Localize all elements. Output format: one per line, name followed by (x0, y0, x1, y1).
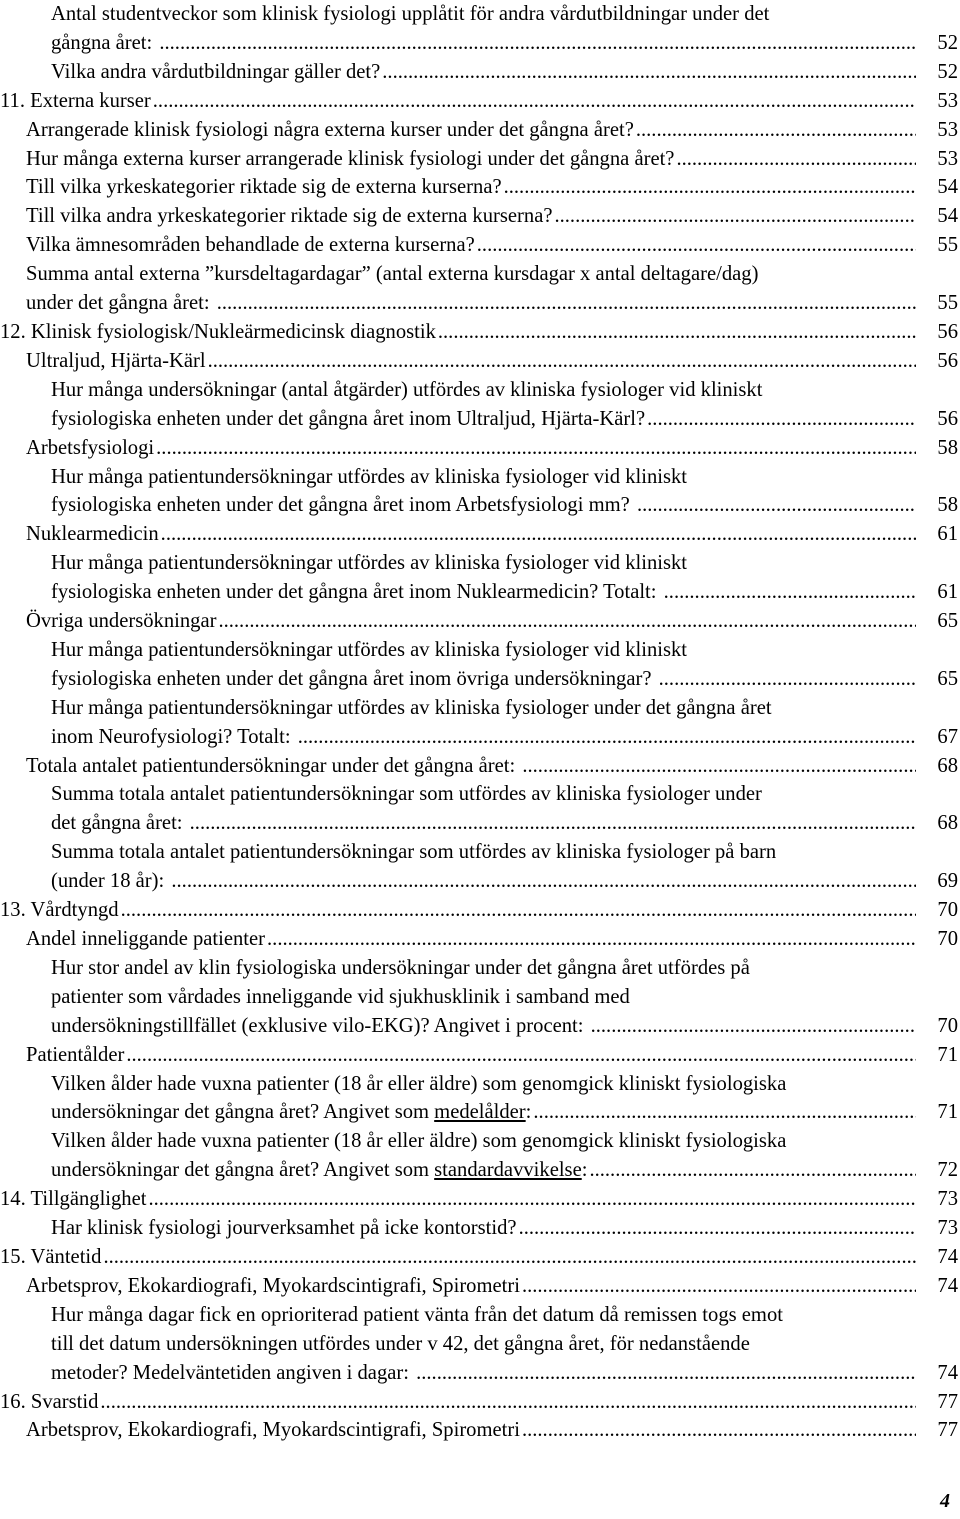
toc-entry-text: undersökningar det gångna året? Angivet som standardavvikelse: (51, 1159, 588, 1182)
toc-page-number: 56 (937, 320, 958, 343)
toc-entry-last-line (26, 1041, 958, 1070)
toc-entry[interactable] (0, 1127, 960, 1185)
toc-dot-leader (636, 116, 916, 145)
toc-entry-last-line (0, 1243, 958, 1272)
toc-entry-text: fysiologiska enheten under det gångna året inom Ultraljud, Hjärta-Kärl? (51, 407, 646, 430)
toc-dot-leader (676, 145, 916, 174)
toc-dot-leader (121, 896, 916, 925)
toc-page-number: 70 (937, 1014, 958, 1037)
toc-page-number: 53 (937, 89, 958, 112)
toc-entry-last-line (0, 896, 958, 925)
toc-entry-line: Hur många dagar fick en oprioriterad patient vänta från det datum då remissen togs emot (51, 1303, 783, 1326)
toc-entry-text: undersökningar det gångna året? Angivet som medelålder: (51, 1101, 532, 1124)
toc-entry-text: fysiologiska enheten under det gångna året inom Nuklearmedicin? Totalt: (51, 581, 662, 604)
toc-entry-line: Vilken ålder hade vuxna patienter (18 år eller äldre) som genomgick kliniskt fysiologiska (51, 1072, 787, 1095)
toc-entry-text: (under 18 år): (51, 870, 170, 893)
toc-entry-line: Summa totala antalet patientundersökningar som utfördes av kliniska fysiologer under (51, 783, 762, 806)
toc-entry[interactable] (0, 231, 960, 260)
toc-entry-text: 14. Tillgänglighet (0, 1188, 147, 1211)
toc-page-number: 61 (937, 523, 958, 546)
toc-entry-line: Hur många patientundersökningar utfördes av kliniska fysiologer vid kliniskt (51, 638, 687, 661)
toc-entry-last-line (51, 665, 958, 694)
toc-dot-leader (103, 1243, 916, 1272)
toc-entry-text: Vilka andra vårdutbildningar gäller det? (51, 60, 381, 83)
toc-entry-line: Vilken ålder hade vuxna patienter (18 år eller äldre) som genomgick kliniskt fysiologiska (51, 1130, 787, 1153)
toc-entry[interactable] (0, 434, 960, 463)
toc-entry-last-line (26, 752, 958, 781)
toc-entry-last-line (26, 434, 958, 463)
toc-entry-line: patienter som vårdades inneliggande vid sjukhusklinik i samband med (51, 985, 630, 1008)
toc-page-number: 73 (937, 1188, 958, 1211)
toc-entry-text: Arbetsfysiologi (26, 436, 155, 459)
toc-entry[interactable] (0, 145, 960, 174)
toc-entry-text: 12. Klinisk fysiologisk/Nukleärmedicinsk diagnostik (0, 320, 436, 343)
toc-entry-text: Nuklearmedicin (26, 523, 159, 546)
toc-entry-text: Ultraljud, Hjärta-Kärl (26, 349, 206, 372)
toc-dot-leader (504, 173, 916, 202)
toc-entry-text: 13. Vårdtyngd (0, 899, 119, 922)
toc-dot-leader (637, 491, 916, 520)
toc-dot-leader (591, 1012, 916, 1041)
toc-dot-leader (554, 202, 916, 231)
toc-entry[interactable] (0, 1272, 960, 1301)
toc-page-number: 68 (937, 754, 958, 777)
toc-page-number: 71 (937, 1043, 958, 1066)
toc-entry-text: Arbetsprov, Ekokardiografi, Myokardscintigrafi, Spirometri (26, 1274, 520, 1297)
toc-entry-line: Hur många patientundersökningar utfördes av kliniska fysiologer vid kliniskt (51, 552, 687, 575)
toc-entry-last-line (51, 58, 958, 87)
toc-dot-leader (218, 607, 916, 636)
toc-entry-text-suffix: : (525, 1101, 532, 1124)
toc-entry[interactable] (0, 694, 960, 752)
toc-dot-leader (589, 1156, 916, 1185)
toc-entry-last-line (51, 723, 958, 752)
toc-entry-text: Hur många externa kurser arrangerade klinisk fysiologi under det gångna året? (26, 147, 675, 170)
toc-entry-last-line (51, 1359, 958, 1388)
toc-dot-leader (533, 1098, 916, 1127)
toc-entry-last-line (26, 173, 958, 202)
toc-entry[interactable] (0, 752, 960, 781)
toc-page-number: 52 (937, 60, 958, 83)
toc-entry-last-line (51, 578, 958, 607)
toc-entry-line: Hur många patientundersökningar utfördes av kliniska fysiologer vid kliniskt (51, 465, 687, 488)
toc-entry-line: Hur många patientundersökningar utfördes av kliniska fysiologer under det gångna året (51, 696, 772, 719)
toc-entry-text: inom Neurofysiologi? Totalt: (51, 725, 296, 748)
toc-entry[interactable] (0, 318, 960, 347)
toc-page-number: 56 (937, 407, 958, 430)
toc-dot-leader (664, 578, 916, 607)
toc-dot-leader (100, 1388, 916, 1417)
toc-entry-last-line (26, 347, 958, 376)
toc-entry[interactable] (0, 1041, 960, 1070)
toc-page-number: 72 (937, 1159, 958, 1182)
toc-entry-text: Till vilka yrkeskategorier riktade sig de externa kurserna? (26, 176, 502, 199)
page-number: 4 (940, 1490, 950, 1512)
toc-entry-line: till det datum undersökningen utfördes under v 42, det gångna året, för nedanstående (51, 1332, 750, 1355)
toc-dot-leader (217, 289, 916, 318)
toc-entry[interactable] (0, 954, 960, 1041)
toc-entry-line: Summa antal externa ”kursdeltagardagar” (antal externa kursdagar x antal deltagare/dag) (26, 263, 759, 286)
toc-entry-last-line (26, 231, 958, 260)
toc-dot-leader (156, 434, 916, 463)
toc-entry-last-line (51, 1156, 958, 1185)
toc-page-number: 74 (937, 1274, 958, 1297)
toc-page-number: 67 (937, 725, 958, 748)
toc-entry[interactable] (0, 636, 960, 694)
toc-dot-leader (159, 29, 916, 58)
toc-entry-text: metoder? Medelväntetiden angiven i dagar: (51, 1361, 415, 1384)
toc-entry-last-line (26, 520, 958, 549)
toc-entry[interactable] (0, 896, 960, 925)
toc-entry[interactable] (0, 520, 960, 549)
toc-entry[interactable] (0, 1214, 960, 1243)
toc-page-number: 77 (937, 1419, 958, 1442)
toc-dot-leader (208, 347, 916, 376)
toc-entry[interactable] (0, 376, 960, 434)
toc-page-number: 71 (937, 1101, 958, 1124)
toc-dot-leader (519, 1214, 916, 1243)
toc-dot-leader (190, 809, 916, 838)
toc-dot-leader (416, 1359, 916, 1388)
toc-entry-last-line (26, 607, 958, 636)
toc-entry-text: det gångna året: (51, 812, 188, 835)
toc-entry-text: fysiologiska enheten under det gångna året inom övriga undersökningar? (51, 667, 657, 690)
toc-page-number: 70 (937, 899, 958, 922)
toc-entry-text: Totala antalet patientundersökningar under det gångna året: (26, 754, 521, 777)
toc-entry-text: 15. Väntetid (0, 1245, 102, 1268)
toc-page-number: 73 (937, 1217, 958, 1240)
toc-dot-leader (522, 752, 916, 781)
toc-page-number: 65 (937, 667, 958, 690)
toc-entry[interactable] (0, 1070, 960, 1128)
toc-entry[interactable] (0, 1243, 960, 1272)
toc-entry-underlined-term: medelålder (434, 1101, 526, 1124)
toc-page-number: 58 (937, 494, 958, 517)
toc-page-number: 56 (937, 349, 958, 372)
toc-entry-last-line (26, 289, 958, 318)
toc-page-number: 69 (937, 870, 958, 893)
toc-dot-leader (647, 405, 916, 434)
toc-entry-line: Antal studentveckor som klinisk fysiologi upplåtit för andra vårdutbildningar under det (51, 3, 770, 25)
toc-entry-text: Övriga undersökningar (26, 610, 217, 633)
toc-entry-text: gångna året: (51, 31, 158, 54)
toc-entry[interactable] (0, 58, 960, 87)
toc-dot-leader (438, 318, 916, 347)
toc-page-number: 74 (937, 1245, 958, 1268)
toc-entry-last-line (51, 867, 958, 896)
toc-dot-leader (153, 87, 916, 116)
toc-page-number: 77 (937, 1390, 958, 1413)
toc-entry[interactable] (0, 838, 960, 896)
toc-page-number: 58 (937, 436, 958, 459)
toc-entry-last-line (51, 29, 958, 58)
toc-entry[interactable] (0, 1185, 960, 1214)
toc-dot-leader (267, 925, 916, 954)
toc-entry-last-line (0, 1388, 958, 1417)
toc-entry[interactable] (0, 1416, 960, 1445)
toc-entry-text: Till vilka andra yrkeskategorier riktade sig de externa kurserna? (26, 205, 553, 228)
toc-entry-last-line (51, 491, 958, 520)
toc-entry-line: Summa totala antalet patientundersökningar som utfördes av kliniska fysiologer på barn (51, 841, 777, 864)
toc-page-number: 53 (937, 118, 958, 141)
toc-entry[interactable] (0, 0, 960, 58)
toc-entry-line: Hur många undersökningar (antal åtgärder) utfördes av kliniska fysiologer vid kliniskt (51, 378, 763, 401)
toc-entry[interactable] (0, 607, 960, 636)
toc-dot-leader (522, 1416, 916, 1445)
toc-entry-text: undersökningstillfället (exklusive vilo-EKG)? Angivet i procent: (51, 1014, 589, 1037)
toc-entry-line: Hur stor andel av klin fysiologiska undersökningar under det gångna året utfördes på (51, 956, 750, 979)
toc-dot-leader (382, 58, 916, 87)
toc-entry-text: under det gångna året: (26, 292, 215, 315)
toc-entry[interactable] (0, 780, 960, 838)
toc-entry[interactable] (0, 925, 960, 954)
toc-dot-leader (171, 867, 916, 896)
toc-entry[interactable] (0, 549, 960, 607)
toc-page-number: 55 (937, 234, 958, 257)
toc-entry-text: Har klinisk fysiologi jourverksamhet på icke kontorstid? (51, 1217, 517, 1240)
toc-entry-text: Arbetsprov, Ekokardiografi, Myokardscintigrafi, Spirometri (26, 1419, 520, 1442)
toc-entry[interactable] (0, 116, 960, 145)
toc-entry-last-line (26, 116, 958, 145)
toc-page-number: 68 (937, 812, 958, 835)
toc-entry-text-suffix: : (581, 1159, 588, 1182)
toc-entry-last-line (51, 1098, 958, 1127)
toc-entry-text: fysiologiska enheten under det gångna året inom Arbetsfysiologi mm? (51, 494, 635, 517)
toc-dot-leader (477, 231, 916, 260)
toc-entry-last-line (26, 1272, 958, 1301)
toc-entry-last-line (26, 202, 958, 231)
toc-entry-text: Vilka ämnesområden behandlade de externa kurserna? (26, 234, 475, 257)
toc-entry[interactable] (0, 173, 960, 202)
toc-entry-last-line (51, 1012, 958, 1041)
toc-dot-leader (298, 723, 916, 752)
toc-entry[interactable] (0, 87, 960, 116)
toc-entry-underlined-term: standardavvikelse (434, 1159, 582, 1182)
toc-dot-leader (522, 1272, 916, 1301)
toc-entry[interactable] (0, 347, 960, 376)
toc-dot-leader (126, 1041, 916, 1070)
toc-entry-last-line (26, 145, 958, 174)
toc-entry-text: Andel inneliggande patienter (26, 928, 266, 950)
toc-page-number: 70 (937, 928, 958, 950)
toc-page-number: 55 (937, 292, 958, 315)
toc-entry-last-line (51, 405, 958, 434)
toc-entry-last-line (0, 318, 958, 347)
toc-page-number: 74 (937, 1361, 958, 1384)
toc-entry-text: 16. Svarstid (0, 1390, 99, 1413)
toc-page-number: 52 (937, 31, 958, 54)
toc-entry-text: Patientålder (26, 1043, 125, 1066)
toc-page-number: 53 (937, 147, 958, 170)
toc-entry-last-line (0, 1185, 958, 1214)
toc-entry-last-line (51, 809, 958, 838)
toc-entry-text: Arrangerade klinisk fysiologi några externa kurser under det gångna året? (26, 118, 634, 141)
toc-entry[interactable] (0, 1388, 960, 1417)
toc-page-number: 54 (937, 205, 958, 228)
toc-entry[interactable] (0, 1301, 960, 1388)
toc-entry-text: 11. Externa kurser (0, 89, 151, 112)
toc-entry[interactable] (0, 202, 960, 231)
toc-dot-leader (161, 520, 916, 549)
toc-dot-leader (659, 665, 916, 694)
toc-entry[interactable] (0, 260, 960, 318)
toc-entry[interactable] (0, 463, 960, 521)
toc-entry-last-line (0, 87, 958, 116)
toc-page-number: 65 (937, 610, 958, 633)
toc-dot-leader (148, 1185, 916, 1214)
toc-page-number: 61 (937, 581, 958, 604)
toc-page-number: 54 (937, 176, 958, 199)
toc-entry-last-line (26, 1416, 958, 1445)
toc-entry-last-line (51, 1214, 958, 1243)
toc-entry-last-line (26, 925, 958, 954)
